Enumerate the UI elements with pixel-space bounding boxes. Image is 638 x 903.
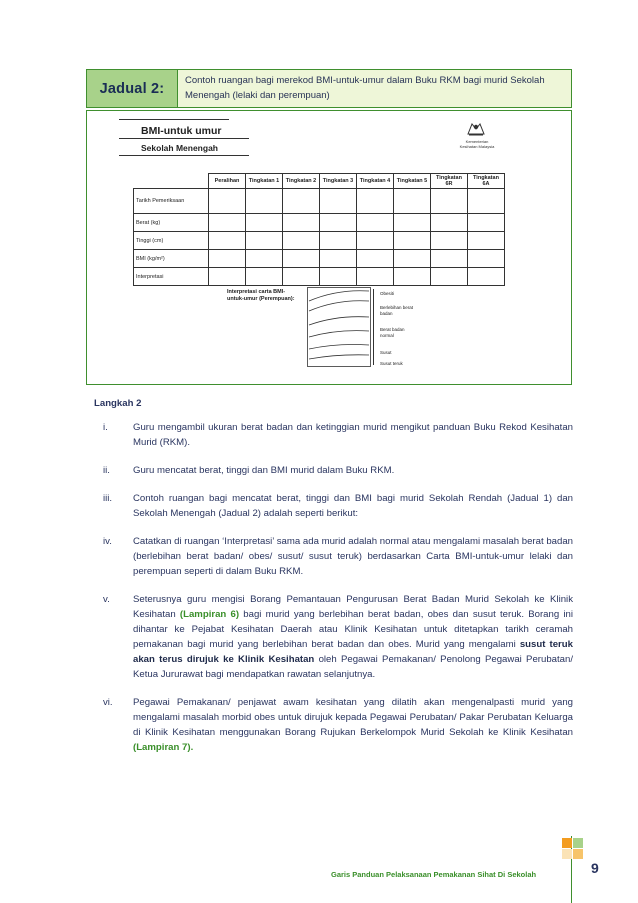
text-span: bagi murid yang berlebihan berat badan, obes dan susut teruk. Borang ini dihantar ke Pejabat Kesihatan Daerah atau Klinik Kesihatan untuk ditetapkan tarikh ceramah pemakanan bagi murid yang berlebihan berat badan dan obes. Murid yang mengalami bbox=[133, 609, 573, 650]
row-label: BMI (kg/m²) bbox=[134, 250, 209, 268]
item-number: iv. bbox=[103, 536, 112, 547]
bmi-form-figure bbox=[86, 110, 572, 385]
table-row bbox=[134, 268, 505, 286]
form-subtitle: Sekolah Menengah bbox=[141, 143, 218, 153]
col-header: Tingkatan 4 bbox=[357, 174, 394, 189]
row-label: Tarikh Pemeriksaan bbox=[134, 189, 209, 214]
table-row bbox=[134, 250, 505, 268]
item-number: v. bbox=[103, 594, 110, 605]
item-text: Catatkan di ruangan ‘Interpretasi’ sama ada murid adalah normal atau mengalami masalah berat badan (berlebihan berat badan/ obes/ susut/ susut teruk) berdasarkan Carta BMI-untuk-umur lelaki dan perempuan seperti di dalam Buku RKM. bbox=[133, 536, 573, 577]
list-item bbox=[103, 534, 573, 579]
footer-title: Garis Panduan Pelaksanaan Pemakanan Sihat Di Sekolah bbox=[331, 870, 537, 879]
col-header: Tingkatan 1 bbox=[246, 174, 283, 189]
item-text bbox=[133, 695, 573, 755]
item-text: Guru mengambil ukuran berat badan dan ketinggian murid mengikut panduan Buku Rekod Kesihatan Murid (RKM). bbox=[133, 422, 573, 448]
page-number: 9 bbox=[591, 860, 599, 876]
interp-label: Berat badan normal bbox=[380, 327, 405, 338]
kkm-logo bbox=[465, 121, 487, 137]
table-row bbox=[134, 189, 505, 214]
decorative-squares bbox=[562, 838, 584, 860]
bracket bbox=[373, 289, 380, 365]
list-item bbox=[103, 420, 573, 450]
text-span: Pegawai Pemakanan/ penjawat awam kesihatan yang dilatih akan mengenalpasti murid yang mengalami masalah morbid obes untuk dirujuk kepada Pegawai Perubatan/ Pakar Perubatan Keluarga di Klinik Kesihatan menggunakan Borang Rujukan Berkelompok Murid Sekolah ke Klinik Kesihatan bbox=[133, 697, 573, 738]
item-text: Guru mencatat berat, tinggi dan BMI murid dalam Buku RKM. bbox=[133, 465, 395, 476]
lampiran-6-ref: (Lampiran 6) bbox=[179, 609, 240, 620]
text-span: oleh Pegawai Pemakanan/ Penolong Pegawai Perubatan/ Ketua Jururawat bagi mendapatkan rawatan selanjutnya. bbox=[133, 654, 573, 680]
item-number: ii. bbox=[103, 465, 110, 476]
col-header: Tingkatan 5 bbox=[394, 174, 431, 189]
row-label: Interpretasi bbox=[134, 268, 209, 286]
list-item bbox=[103, 592, 573, 682]
table-caption: Contoh ruangan bagi merekod BMI-untuk-umur dalam Buku RKM bagi murid Sekolah Menengah (lelaki dan perempuan) bbox=[185, 75, 545, 101]
bmi-record-table bbox=[133, 173, 505, 286]
interp-label: Berlebihan berat badan bbox=[380, 305, 414, 316]
row-label: Berat (kg) bbox=[134, 214, 209, 232]
logo-caption: Kementerian Kesihatan Malaysia bbox=[459, 139, 495, 149]
lampiran-7-ref: (Lampiran 7). bbox=[133, 742, 194, 753]
bmi-form-image bbox=[95, 117, 563, 379]
col-header: Tingkatan 2 bbox=[283, 174, 320, 189]
interp-label: Susut bbox=[380, 350, 392, 355]
interp-label: Obesiti bbox=[380, 291, 395, 296]
table-label: Jadual 2: bbox=[87, 70, 178, 107]
item-number: vi. bbox=[103, 697, 113, 708]
col-header: Peralihan bbox=[209, 174, 246, 189]
interp-label: Susut teruk bbox=[380, 361, 403, 366]
step-title: Langkah 2 bbox=[94, 398, 142, 409]
row-label: Tinggi (cm) bbox=[134, 232, 209, 250]
form-title: BMI-untuk umur bbox=[141, 125, 222, 137]
col-header: Tingkatan 6A bbox=[468, 174, 505, 189]
col-header: Tingkatan 3 bbox=[320, 174, 357, 189]
table-row bbox=[134, 214, 505, 232]
interp-title: Interpretasi carta BMI-untuk-umur (Perempuan): bbox=[227, 289, 295, 302]
col-header: Tingkatan 6R bbox=[431, 174, 468, 189]
item-text: Contoh ruangan bagi mencatat berat, tinggi dan BMI bagi murid Sekolah Rendah (Jadual 1) dan Sekolah Menengah (Jadual 2) adalah seperti berikut: bbox=[133, 493, 573, 519]
bmi-curves-chart bbox=[307, 287, 371, 367]
item-number: i. bbox=[103, 422, 108, 433]
body-content bbox=[94, 396, 573, 768]
table-caption-box bbox=[86, 69, 572, 108]
list-item bbox=[103, 463, 573, 478]
text-span: Seterusnya guru mengisi Borang Pemantauan Pengurusan Berat Badan Murid Sekolah ke Klinik Kesihatan bbox=[133, 594, 573, 620]
list-item bbox=[103, 491, 573, 521]
list-item bbox=[103, 695, 573, 755]
table-row bbox=[134, 232, 505, 250]
item-text bbox=[133, 592, 573, 682]
item-number: iii. bbox=[103, 493, 113, 504]
emphasis-text: susut teruk akan terus dirujuk ke Klinik Kesihatan bbox=[133, 639, 573, 665]
